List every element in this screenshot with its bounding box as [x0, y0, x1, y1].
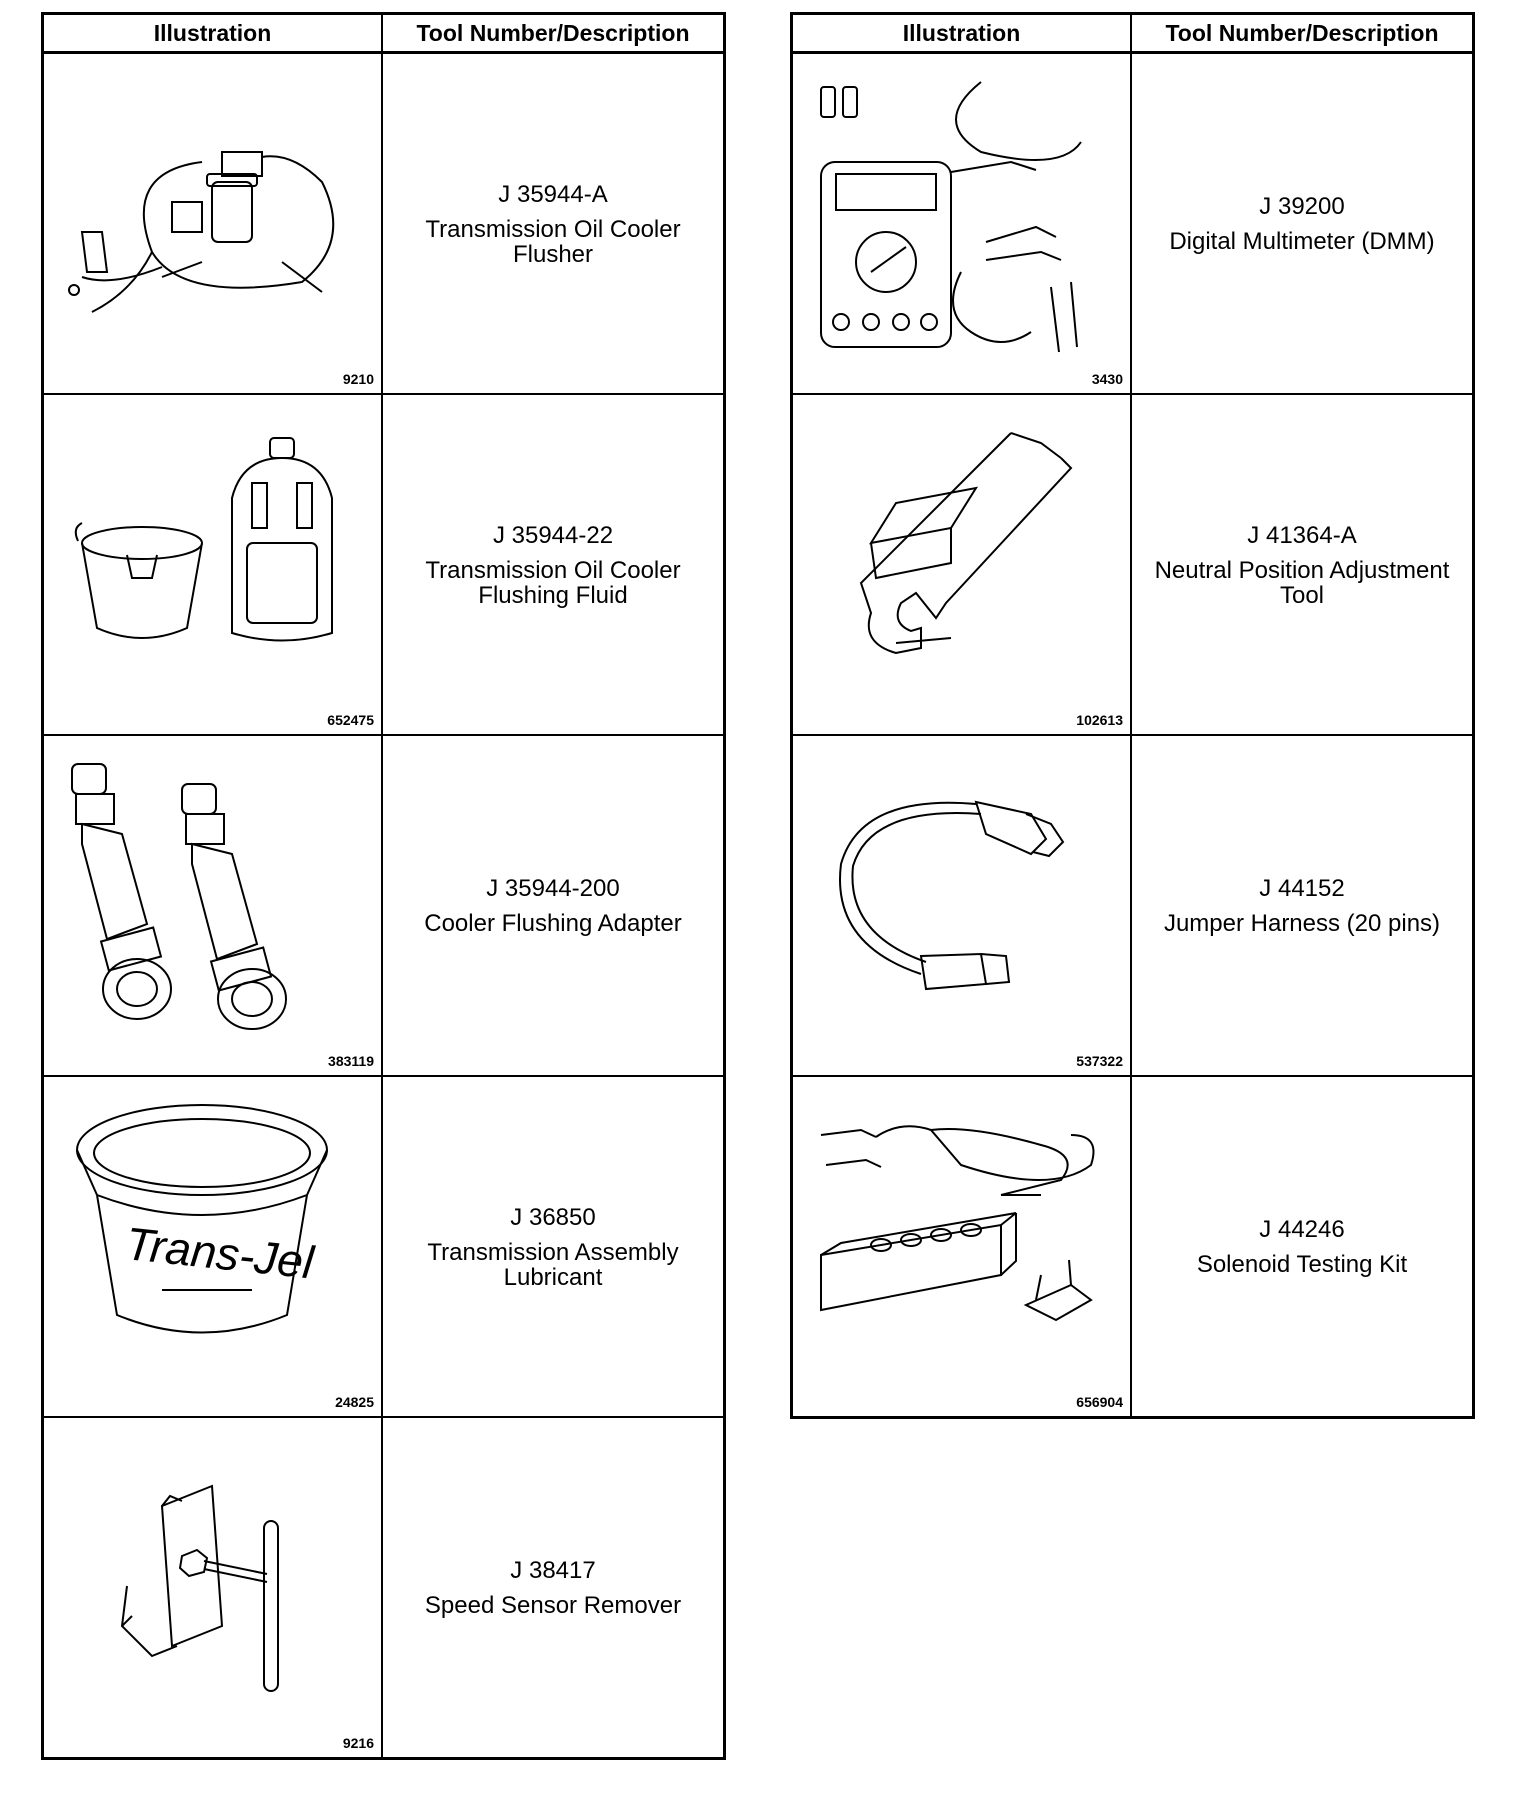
- multimeter-icon: [801, 62, 1121, 362]
- tool-description-cell: [1131, 1076, 1474, 1418]
- illustration-cell: [43, 1417, 383, 1759]
- illustration-cell: [792, 53, 1132, 395]
- illustration-cell: [792, 1076, 1132, 1418]
- tool-description: Solenoid Testing Kit: [1196, 1251, 1408, 1278]
- lubricant-label: Trans-Jel: [123, 1217, 316, 1289]
- figure-number: 102613: [1076, 712, 1123, 728]
- flushing-adapter-icon: [52, 744, 372, 1044]
- illustration-cell: [43, 394, 383, 735]
- table-row: [43, 1417, 725, 1759]
- lubricant-tub-icon: [52, 1085, 372, 1385]
- tool-number: J 44152: [1259, 875, 1345, 902]
- illustration-cell: [43, 53, 383, 395]
- neutral-adjust-tool-icon: [801, 403, 1121, 703]
- tool-description: Speed Sensor Remover: [424, 1592, 682, 1619]
- tool-description: Jumper Harness (20 pins): [1163, 910, 1441, 937]
- tool-table-left: [41, 12, 726, 1760]
- table-row: [792, 1076, 1474, 1418]
- tool-description-cell: [1131, 394, 1474, 735]
- illustration-cell: [792, 735, 1132, 1076]
- table-row: [43, 53, 725, 395]
- tool-number: J 35944-22: [492, 521, 614, 549]
- header-illustration: Illustration: [792, 14, 1132, 53]
- header-illustration: Illustration: [43, 14, 383, 53]
- illustration-cell: [792, 394, 1132, 735]
- figure-number: 537322: [1076, 1053, 1123, 1069]
- jumper-harness-icon: [801, 744, 1121, 1044]
- tool-description-cell: [382, 1076, 725, 1417]
- figure-number: 656904: [1076, 1394, 1123, 1410]
- figure-number: 9216: [342, 1735, 374, 1751]
- table-row: [43, 735, 725, 1076]
- header-tool-number: Tool Number/Description: [382, 14, 725, 53]
- tool-table-right: [790, 12, 1475, 1419]
- illustration-cell: [43, 735, 383, 1076]
- cooler-flusher-icon: [52, 62, 372, 362]
- tool-description: Transmission Oil Cooler Flushing Fluid: [425, 556, 681, 609]
- table-row: [792, 394, 1474, 735]
- tool-number: J 38417: [510, 1557, 596, 1584]
- tool-number: J 41364-A: [1247, 521, 1357, 549]
- solenoid-kit-icon: [801, 1085, 1121, 1385]
- tool-description-cell: [382, 735, 725, 1076]
- table-row: [792, 53, 1474, 395]
- tool-description-cell: [1131, 735, 1474, 1076]
- tool-description: Cooler Flushing Adapter: [424, 910, 682, 937]
- illustration-cell: [43, 1076, 383, 1417]
- tool-description: Transmission Assembly Lubricant: [427, 1238, 679, 1291]
- tool-description-cell: [382, 1417, 725, 1759]
- tool-description-cell: [382, 53, 725, 395]
- tool-description: Neutral Position Adjustment Tool: [1154, 556, 1450, 609]
- tool-number: J 44246: [1259, 1216, 1345, 1243]
- figure-number: 3430: [1091, 371, 1123, 387]
- table-row: [43, 1076, 725, 1417]
- tool-description: Digital Multimeter (DMM): [1169, 228, 1435, 255]
- figure-number: 383119: [328, 1053, 374, 1069]
- header-tool-number: Tool Number/Description: [1131, 14, 1474, 53]
- tool-number: J 35944-A: [498, 180, 608, 208]
- tool-description: Transmission Oil Cooler Flusher: [425, 215, 681, 268]
- figure-number: 652475: [327, 712, 374, 728]
- tool-number: J 39200: [1259, 193, 1345, 220]
- speed-sensor-remover-icon: [52, 1426, 372, 1726]
- figure-number: 9210: [342, 371, 374, 387]
- tool-description-cell: [382, 394, 725, 735]
- flushing-fluid-icon: [52, 403, 372, 703]
- figure-number: 24825: [335, 1394, 374, 1410]
- table-row: [43, 394, 725, 735]
- tool-description-cell: [1131, 53, 1474, 395]
- tool-number: J 35944-200: [486, 875, 620, 902]
- table-row: [792, 735, 1474, 1076]
- tool-number: J 36850: [510, 1203, 596, 1231]
